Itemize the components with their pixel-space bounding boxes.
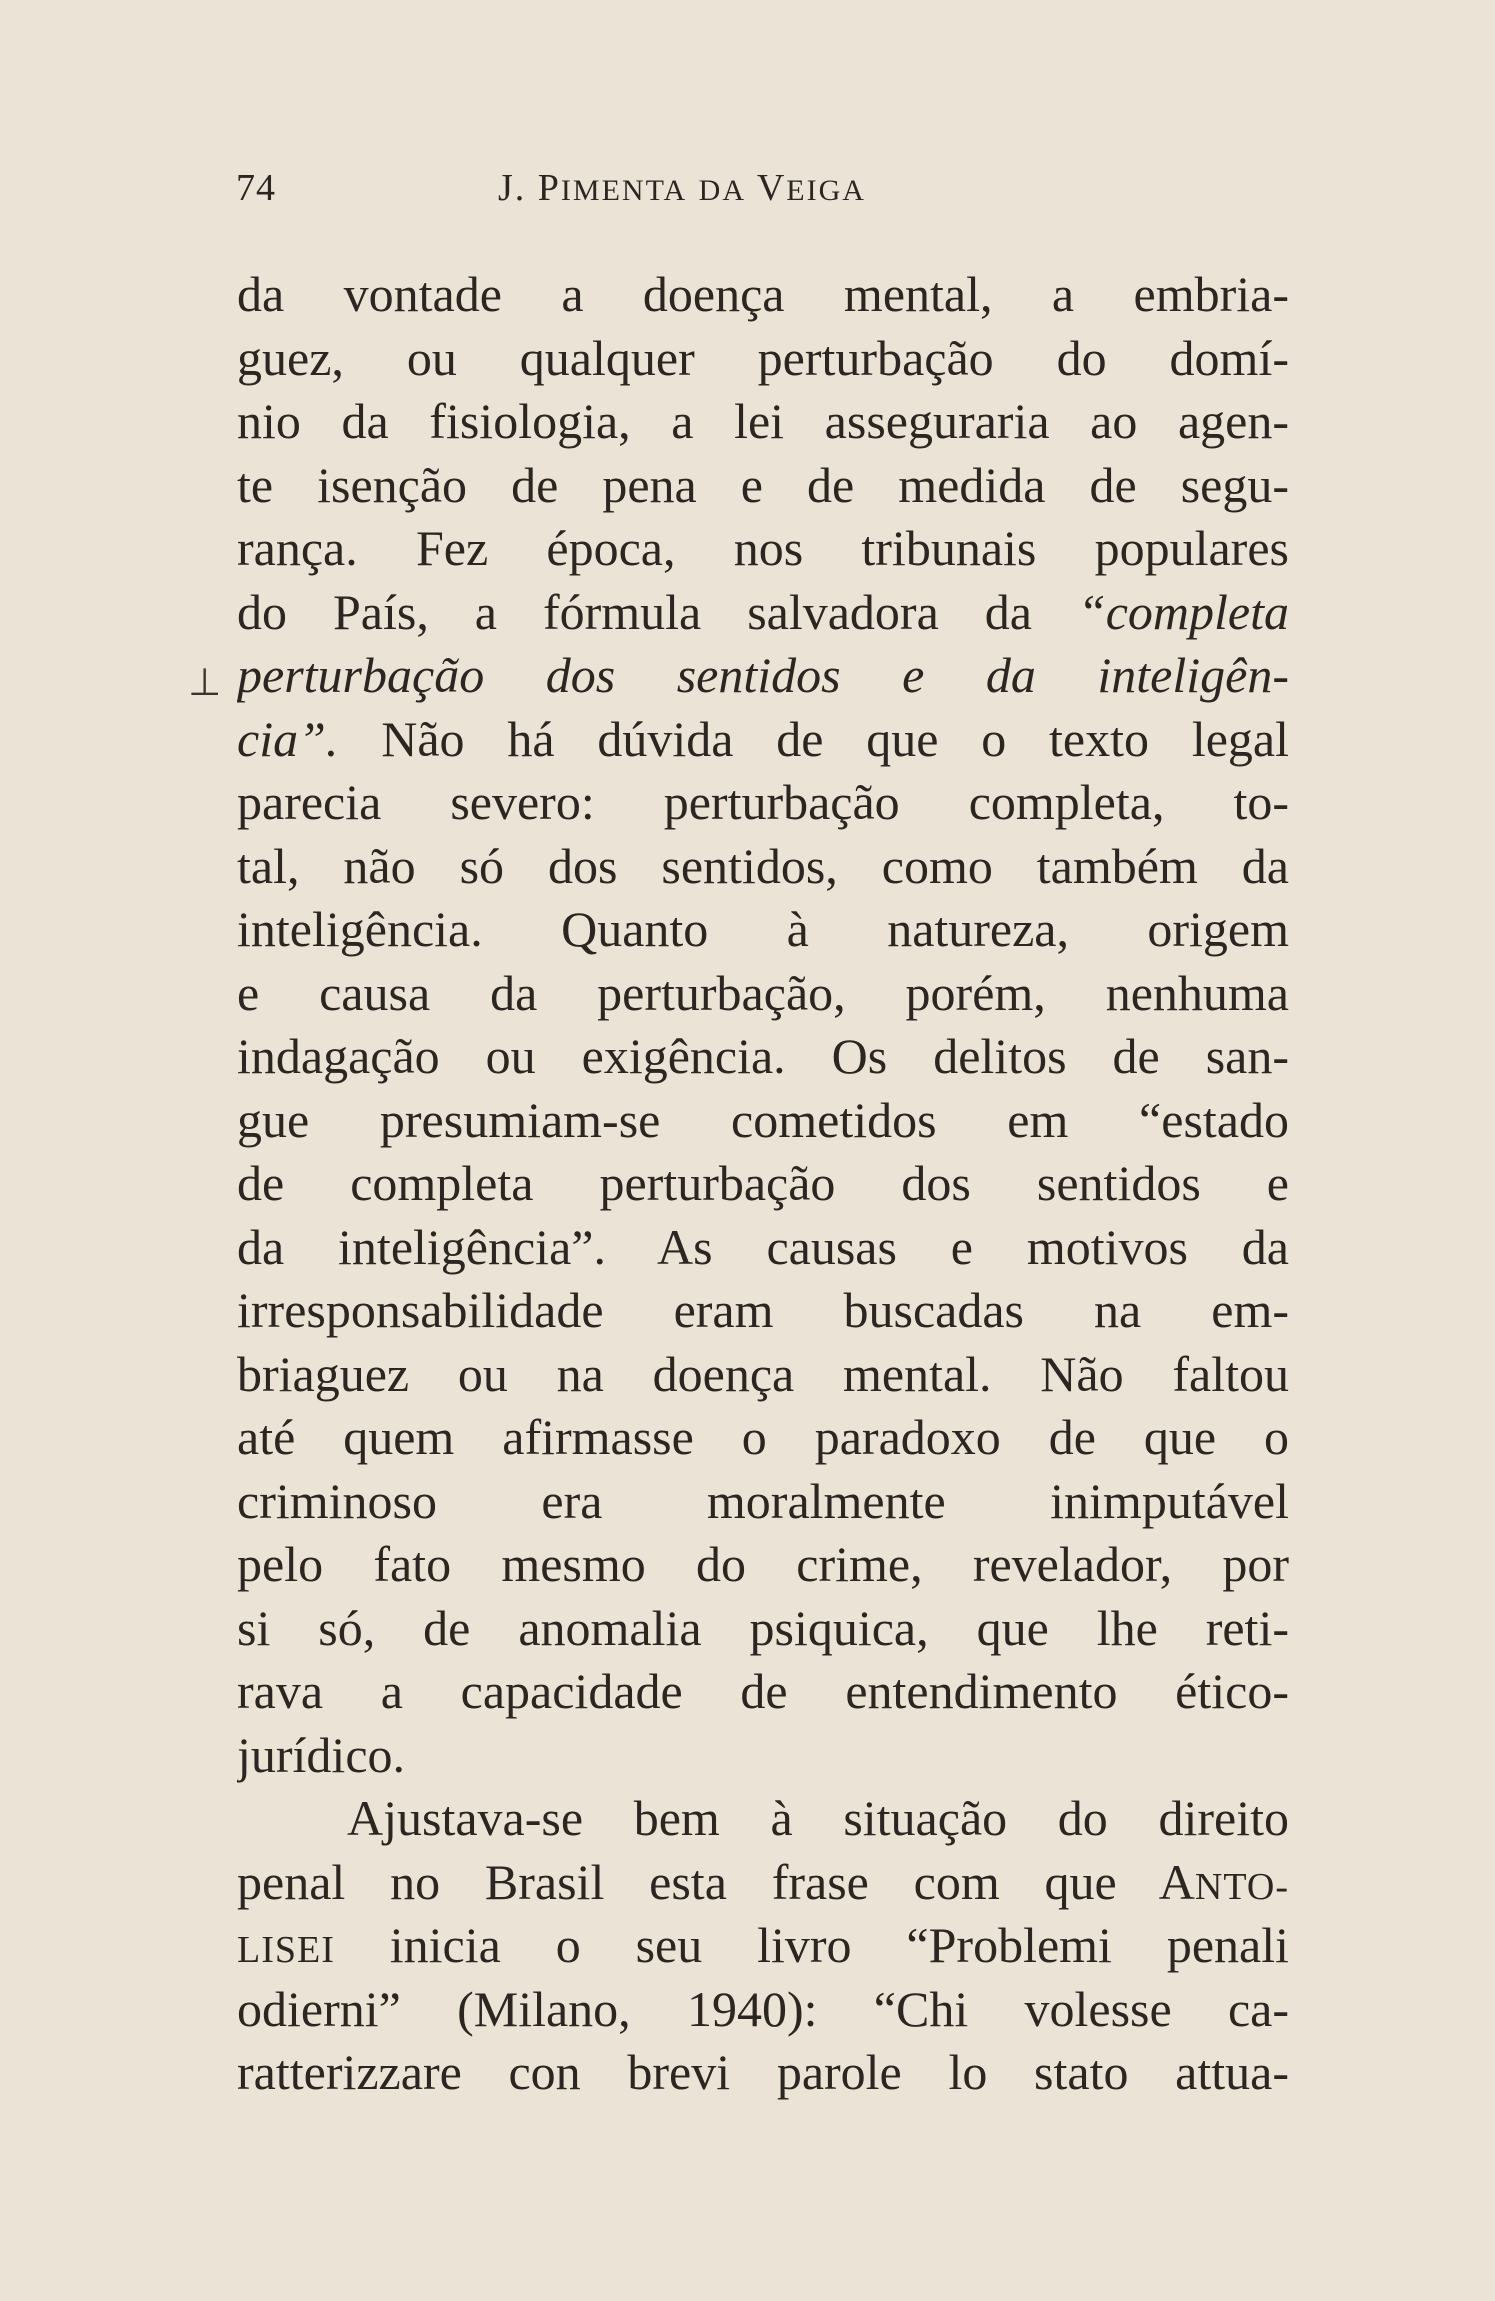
text-segment: penal no Brasil esta frase com que A [237,1853,1195,1910]
text-segment: Não há dúvida de que o texto legal [381,710,1289,767]
text-line: te isenção de pena e de medida de segu- [237,456,1289,513]
text-line: nio da fisiologia, a lei asseguraria ao agen- [237,393,1289,449]
running-head-author [498,166,866,210]
text-line: pelo fato mesmo do crime, revelador, por [237,1536,1289,1592]
body-text [237,263,1289,2105]
text-line: rança. Fez época, nos tribunais populares [237,520,1289,576]
text-line: de completa perturbação dos sentidos e [237,1155,1289,1211]
text-segment: inicia o seu livro “Problemi penali [389,1917,1289,1973]
text-line [237,581,1289,645]
author-particle: DA [698,174,747,207]
small-caps-name: LISEI [237,1929,335,1971]
text-line: odierni” (Milano, 1940): “Chi volesse ca- [237,1980,1289,2037]
text-line: tal, não só dos sentidos, como também da [237,837,1289,894]
text-line: inteligência. Quanto à natureza, origem [237,901,1289,957]
text-line: e causa da perturbação, porém, nenhuma [237,964,1289,1021]
text-line [237,1914,1289,1978]
author-initial: J. P [498,167,561,209]
author-surname-rest: IMENTA [560,174,688,207]
text-line: parecia severo: perturbação completa, to- [237,774,1289,830]
text-line [237,708,1289,772]
author-veiga-initial: V [756,167,787,209]
text-line: briaguez ou na doença mental. Não faltou [237,1345,1289,1402]
text-segment: do País, a fórmula salvadora da [237,583,1032,640]
text-line: jurídico. [237,1726,406,1783]
italic-quote: cia”. [237,710,339,767]
text-line: indagação ou exigência. Os delitos de san- [237,1028,1289,1084]
text-line: rava a capacidade de entendimento ético- [237,1663,1289,1719]
small-caps-name: NTO- [1194,1865,1289,1908]
text-line: irresponsabilidade eram buscadas na em- [237,1282,1289,1338]
text-line [237,1851,1289,1915]
italic-quote: “completa [1077,583,1289,640]
text-line: da inteligência”. As causas e motivos da [237,1218,1289,1275]
text-line: guez, ou qualquer perturbação do domí- [237,329,1289,386]
margin-correction-mark: ⊥ [188,660,222,704]
text-line: gue presumiam-se cometidos em “estado [237,1091,1289,1148]
author-veiga-rest: EIGA [786,174,866,207]
text-line: criminoso era moralmente inimputável [237,1472,1289,1529]
text-line: si só, de anomalia psiquica, que lhe reti- [237,1599,1289,1656]
text-line: ratterizzare con brevi parole lo stato attua- [237,2044,1289,2100]
text-line [237,644,1289,708]
italic-quote: perturbação dos sentidos e da inteligên- [237,647,1289,703]
text-line: Ajustava-se bem à situação do direito [347,1790,1289,1846]
text-line: até quem afirmasse o paradoxo de que o [237,1409,1289,1465]
page-number: 74 [236,167,276,209]
text-line: da vontade a doença mental, a embria- [237,266,1289,322]
page-header [236,166,1296,226]
